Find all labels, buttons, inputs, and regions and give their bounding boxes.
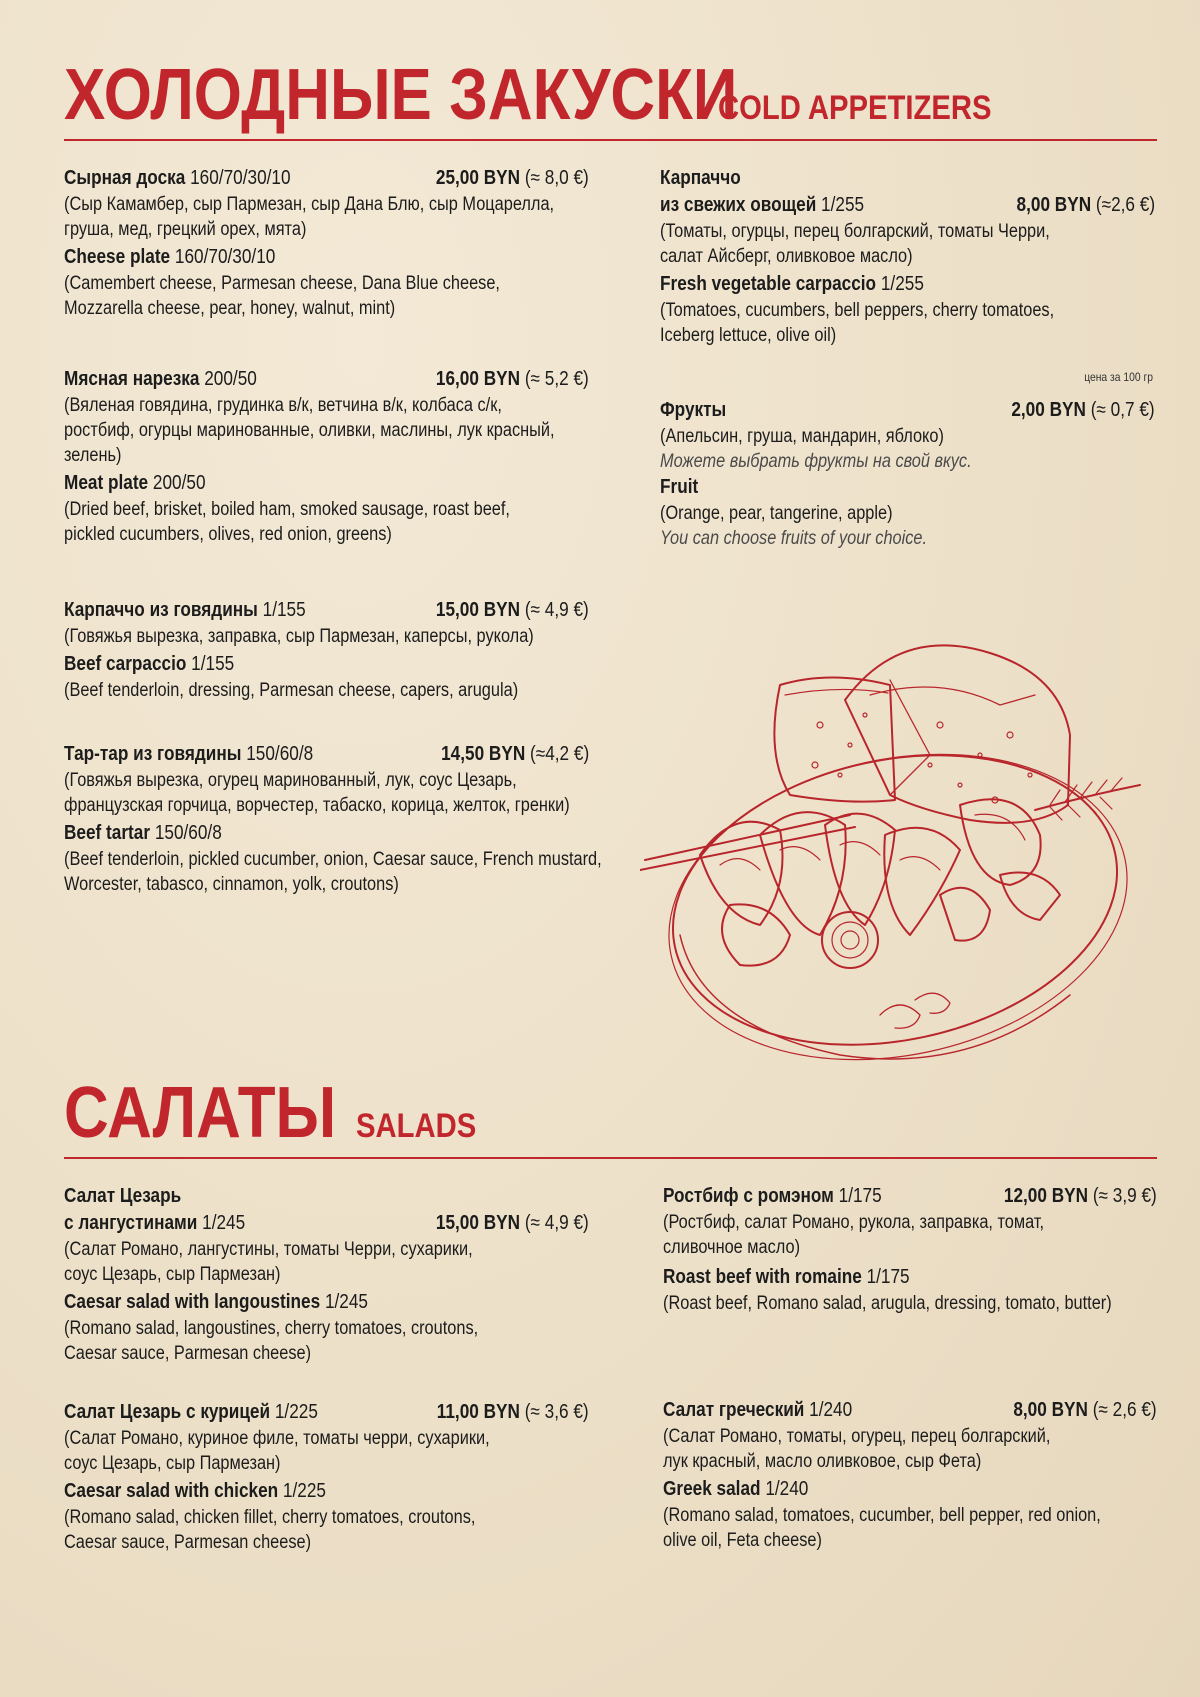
dish-price: 16,00 BYN (≈ 5,2 €) [436, 368, 589, 390]
dish-desc-ru-1: (Томаты, огурцы, перец болгарский, томаты Черри, [660, 221, 1050, 242]
dish-price: 25,00 BYN (≈ 8,0 €) [436, 167, 589, 189]
dish-name-ru: Фрукты [660, 399, 727, 421]
menu-item-caesar-chicken [64, 1399, 589, 1555]
dish-weight-en: 200/50 [152, 472, 206, 494]
dish-desc-ru-1: (Вяленая говядина, грудинка в/к, ветчина в/к, колбаса с/к, [64, 395, 502, 416]
dish-weight-en: 1/245 [324, 1291, 369, 1313]
dish-desc-en-1: (Orange, pear, tangerine, apple) [660, 503, 893, 524]
dish-desc-ru-1: (Говяжья вырезка, заправка, сыр Пармезан, каперсы, рукола) [64, 626, 534, 647]
dish-desc-en-1: (Roast beef, Romano salad, arugula, dressing, tomato, butter) [663, 1293, 1112, 1314]
dish-desc-en-2: Caesar sauce, Parmesan cheese) [64, 1532, 312, 1553]
dish-desc-ru-1: (Сыр Камамбер, сыр Пармезан, сыр Дана Блю, сыр Моцарелла, [64, 194, 555, 215]
dish-name-ru: Ростбиф с ромэном [663, 1185, 834, 1207]
section-title-en: SALADS [356, 1107, 477, 1145]
section-title-ru: ХОЛОДНЫЕ ЗАКУСКИ [64, 55, 738, 135]
menu-item-caesar-langoustines [64, 1183, 589, 1366]
dish-desc-en-2: olive oil, Feta cheese) [663, 1530, 822, 1551]
dish-desc-ru-2: соус Цезарь, сыр Пармезан) [64, 1453, 281, 1474]
dish-desc-en-1: (Dried beef, brisket, boiled ham, smoked sausage, roast beef, [64, 499, 510, 520]
dish-name-en: Beef carpaccio [64, 653, 187, 675]
dish-name-ru: Мясная нарезка [64, 368, 200, 390]
dish-weight: 150/60/8 [246, 743, 314, 765]
dish-desc-en-2: Mozzarella cheese, pear, honey, walnut, mint) [64, 298, 396, 319]
dish-name-ru: Тар-тар из говядины [64, 743, 242, 765]
dish-note-en: You can choose fruits of your choice. [660, 528, 928, 549]
dish-price: 14,50 BYN (≈4,2 €) [440, 743, 589, 765]
dish-desc-en-1: (Romano salad, chicken fillet, cherry tomatoes, croutons, [64, 1507, 476, 1528]
menu-item-beef-tartar [64, 741, 602, 897]
dish-desc-en-2: Iceberg lettuce, olive oil) [660, 325, 837, 346]
dish-weight-en: 1/155 [191, 653, 235, 675]
dish-price: 8,00 BYN (≈ 2,6 €) [1013, 1399, 1157, 1421]
salads-header [64, 1060, 1157, 1159]
dish-name-en: Caesar salad with langoustines [64, 1291, 321, 1313]
menu-item-roast-beef-romaine [663, 1183, 1157, 1316]
dish-price: 12,00 BYN (≈ 3,9 €) [1004, 1185, 1157, 1207]
dish-weight: 1/240 [809, 1399, 853, 1421]
dish-desc-en-2: Worcester, tabasco, cinnamon, yolk, croutons) [64, 874, 399, 895]
dish-desc-ru-2: французская горчица, ворчестер, табаско, корица, желток, гренки) [64, 795, 570, 816]
cold-appetizers-header [64, 40, 1157, 141]
menu-item-vegetable-carpaccio [660, 165, 1155, 348]
dish-weight: 1/245 [202, 1212, 246, 1234]
dish-name-ru-line1: Карпаччо [660, 167, 741, 189]
dish-desc-ru-2: груша, мед, грецкий орех, мята) [64, 219, 307, 240]
dish-name-ru: Сырная доска [64, 167, 186, 189]
dish-desc-ru-1: (Говяжья вырезка, огурец маринованный, лук, соус Цезарь, [64, 770, 517, 791]
dish-price: 11,00 BYN (≈ 3,6 €) [437, 1401, 589, 1423]
dish-name-en: Fresh vegetable carpaccio [660, 273, 877, 295]
cheese-board-illustration [640, 635, 1160, 1080]
dish-desc-ru-1: (Ростбиф, салат Романо, рукола, заправка, томат, [663, 1212, 1045, 1233]
dish-desc-ru-1: (Салат Романо, лангустины, томаты Черри, сухарики, [64, 1239, 473, 1260]
menu-item-beef-carpaccio [64, 597, 589, 703]
menu-item-fruit [660, 397, 1155, 551]
dish-weight: 1/175 [838, 1185, 882, 1207]
dish-weight: 200/50 [204, 368, 257, 390]
dish-name-en: Meat plate [64, 472, 149, 494]
dish-desc-en-2: Caesar sauce, Parmesan cheese) [64, 1343, 312, 1364]
dish-weight-en: 160/70/30/10 [174, 246, 276, 268]
dish-desc-ru-2: лук красный, масло оливковое, сыр Фета) [663, 1451, 982, 1472]
dish-desc-en-1: (Beef tenderloin, pickled cucumber, onion, Caesar sauce, French mustard, [64, 849, 602, 870]
dish-price: 15,00 BYN (≈ 4,9 €) [436, 1212, 589, 1234]
menu-item-meat-plate [64, 366, 589, 547]
dish-note-ru: Можете выбрать фрукты на свой вкус. [660, 451, 972, 472]
menu-item-greek-salad [663, 1397, 1157, 1553]
dish-desc-ru-2: ростбиф, огурцы маринованные, оливки, маслины, лук красный, [64, 420, 555, 441]
dish-name-ru: из свежих овощей [660, 194, 817, 216]
dish-name-ru: Карпаччо из говядины [64, 599, 258, 621]
dish-price: 15,00 BYN (≈ 4,9 €) [436, 599, 589, 621]
dish-weight: 1/155 [262, 599, 306, 621]
dish-weight-en: 1/225 [282, 1480, 326, 1502]
dish-desc-ru-2: салат Айсберг, оливковое масло) [660, 246, 913, 267]
dish-weight: 1/255 [821, 194, 865, 216]
dish-desc-en-2: pickled cucumbers, olives, red onion, greens) [64, 524, 392, 545]
dish-weight-en: 1/175 [866, 1266, 910, 1288]
dish-name-ru: Салат греческий [663, 1399, 805, 1421]
dish-weight-en: 1/255 [880, 273, 924, 295]
dish-desc-en-1: (Tomatoes, cucumbers, bell peppers, cherry tomatoes, [660, 300, 1055, 321]
dish-weight: 1/225 [274, 1401, 318, 1423]
dish-name-en: Cheese plate [64, 246, 171, 268]
dish-weight-en: 1/240 [765, 1478, 809, 1500]
section-divider [64, 139, 1157, 141]
dish-name-en: Beef tartar [64, 822, 151, 844]
dish-price: 2,00 BYN (≈ 0,7 €) [1011, 399, 1155, 421]
dish-desc-ru-2: соус Цезарь, сыр Пармезан) [64, 1264, 281, 1285]
dish-name-ru-line1: Салат Цезарь [64, 1185, 182, 1207]
dish-desc-en-1: (Romano salad, langoustines, cherry tomatoes, croutons, [64, 1318, 479, 1339]
section-title-ru: САЛАТЫ [64, 1073, 337, 1153]
dish-desc-en-1: (Beef tenderloin, dressing, Parmesan cheese, capers, arugula) [64, 680, 519, 701]
dish-name-en: Greek salad [663, 1478, 761, 1500]
dish-desc-ru-3: зелень) [64, 445, 122, 466]
price-per-100g-note: цена за 100 гр [1084, 370, 1153, 384]
dish-desc-ru-1: (Салат Романо, томаты, огурец, перец болгарский, [663, 1426, 1051, 1447]
dish-weight: 160/70/30/10 [190, 167, 291, 189]
dish-desc-ru-1: (Салат Романо, куриное филе, томаты черри, сухарики, [64, 1428, 490, 1449]
section-divider [64, 1157, 1157, 1159]
dish-desc-ru-1: (Апельсин, груша, мандарин, яблоко) [660, 426, 944, 447]
dish-name-en: Roast beef with romaine [663, 1266, 862, 1288]
dish-desc-en-1: (Camembert cheese, Parmesan cheese, Dana Blue cheese, [64, 273, 500, 294]
dish-price: 8,00 BYN (≈2,6 €) [1016, 194, 1155, 216]
dish-desc-ru-2: сливочное масло) [663, 1237, 801, 1258]
section-title-en: COLD APPETIZERS [718, 89, 992, 127]
dish-desc-en-1: (Romano salad, tomatoes, cucumber, bell pepper, red onion, [663, 1505, 1101, 1526]
dish-name-ru: Салат Цезарь с курицей [64, 1401, 271, 1423]
dish-name-en: Caesar salad with chicken [64, 1480, 279, 1502]
menu-item-cheese-plate [64, 165, 589, 321]
dish-weight-en: 150/60/8 [154, 822, 222, 844]
dish-name-en: Fruit [660, 476, 699, 498]
dish-name-ru: с лангустинами [64, 1212, 198, 1234]
